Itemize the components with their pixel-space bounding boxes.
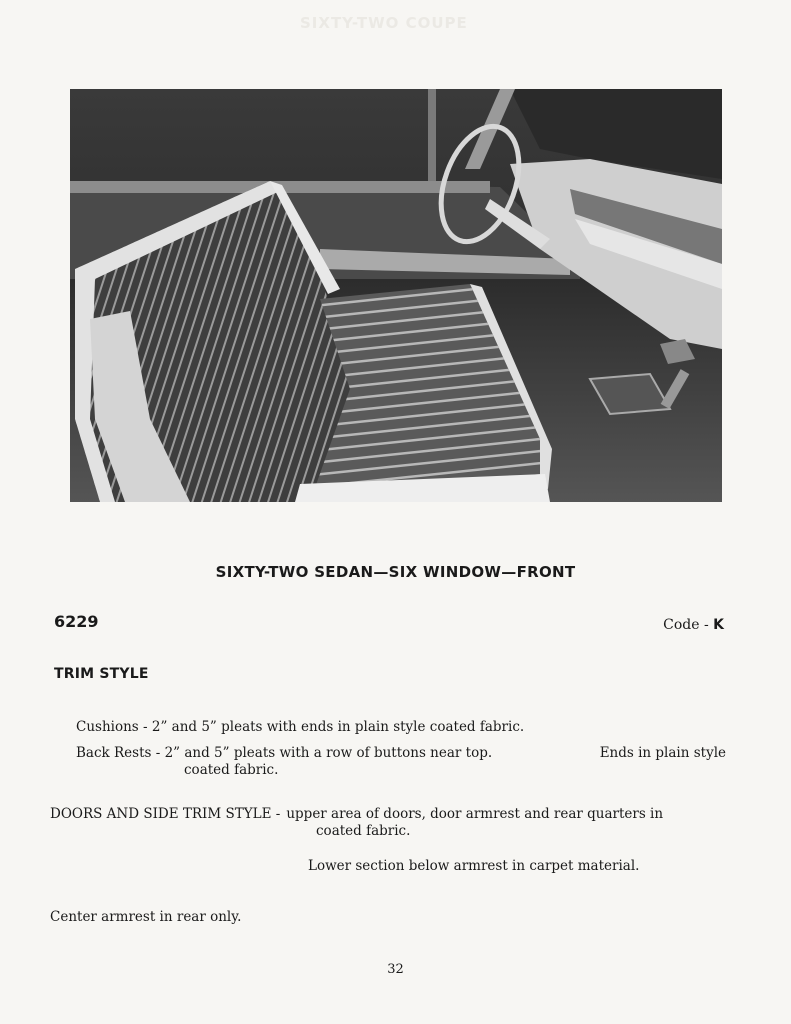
photo-caption: SIXTY-TWO SEDAN—SIX WINDOW—FRONT (215, 563, 576, 581)
code-value: K (713, 617, 724, 633)
code-label: Code - (663, 617, 709, 633)
back-rests-spec (76, 745, 726, 779)
lower-section-note: Lower section below armrest in carpet material. (308, 858, 640, 874)
page-number: 32 (387, 962, 404, 977)
doors-text-1: upper area of doors, door armrest and rear quarters in (286, 806, 664, 822)
cushions-spec (76, 719, 524, 736)
doors-label: DOORS AND SIDE TRIM STYLE - (50, 806, 281, 822)
cushions-label: Cushions - (76, 719, 148, 735)
back-rests-text-2: coated fabric. (184, 762, 279, 778)
doors-text-2: coated fabric. (316, 823, 411, 839)
bleed-through-header: SIXTY-TWO COUPE (300, 14, 468, 32)
back-rests-text-1b: Ends in plain style (599, 745, 726, 761)
cushions-text: 2” and 5” pleats with ends in plain style coated fabric. (151, 719, 525, 735)
interior-photo (70, 89, 722, 502)
trim-style-heading: TRIM STYLE (54, 666, 149, 682)
back-rests-text-1: 2” and 5” pleats with a row of buttons near top. (164, 745, 493, 761)
model-number: 6229 (54, 612, 99, 631)
doors-spec (50, 806, 726, 840)
front-seat-illustration (70, 89, 722, 502)
center-armrest-note: Center armrest in rear only. (50, 909, 242, 925)
back-rests-label: Back Rests - (76, 745, 161, 761)
trim-code (663, 617, 724, 633)
